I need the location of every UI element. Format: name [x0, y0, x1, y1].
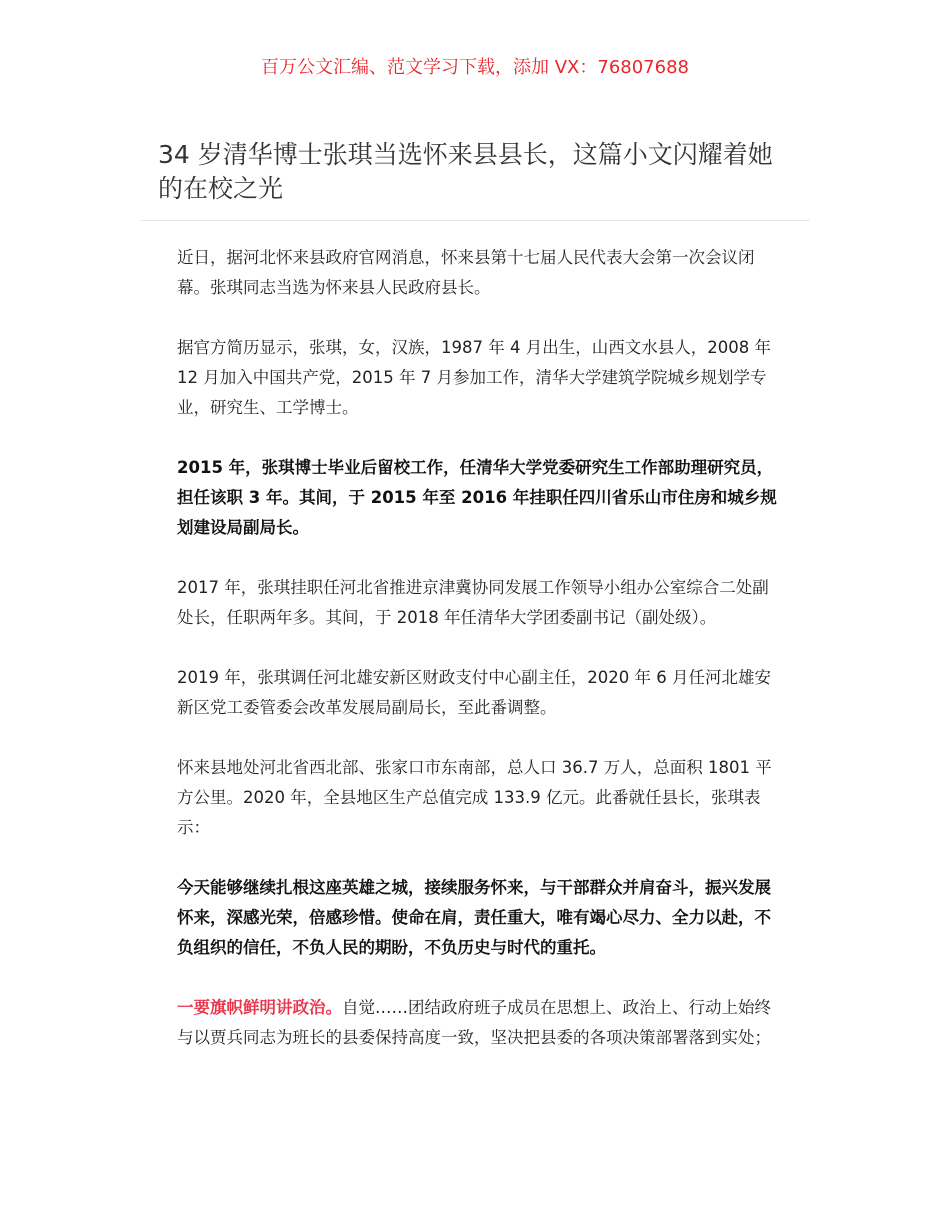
highlight-text: 一要旗帜鲜明讲政治。	[177, 998, 342, 1017]
paragraph: 近日，据河北怀来县政府官网消息，怀来县第十七届人民代表大会第一次会议闭幕。张琪同志当选为怀来县人民政府县长。	[177, 248, 755, 297]
paragraph-bold: 2015 年，张琪博士毕业后留校工作，任清华大学党委研究生工作部助理研究员，担任该职 3 年。其间，于 2015 年至 2016 年挂职任四川省乐山市住房和城乡规划建设局副局长。	[177, 458, 777, 537]
paragraph: 2019 年，张琪调任河北雄安新区财政支付中心副主任，2020 年 6 月任河北雄安新区党工委管委会改革发展局副局长，至此番调整。	[177, 668, 771, 717]
paragraph: 怀来县地处河北省西北部、张家口市东南部，总人口 36.7 万人，总面积 1801 平方公里。2020 年，全县地区生产总值完成 133.9 亿元。此番就任县长，张琪表示：	[177, 758, 772, 837]
paragraph-quote-bold: 今天能够继续扎根这座英雄之城，接续服务怀来，与干部群众并肩奋斗，振兴发展怀来，深感光荣，倍感珍惜。使命在肩，责任重大，唯有竭心尽力、全力以赴，不负组织的信任，不负人民的期盼，不负历史与时代的重托。	[177, 878, 771, 957]
article-body	[177, 243, 777, 1083]
watermark-banner: 百万公文汇编、范文学习下载，添加 VX：76807688	[261, 57, 689, 78]
paragraph: 2017 年，张琪挂职任河北省推进京津冀协同发展工作领导小组办公室综合二处副处长，任职两年多。其间，于 2018 年任清华大学团委副书记（副处级）。	[177, 578, 769, 627]
paragraph-text: 自觉……团结政府班子成员在思想上、政治上、行动上始终与以贾兵同志为班长的县委保持高度一致，坚决把县委的各项决策部署落到实处；	[177, 998, 771, 1047]
title-divider	[140, 220, 810, 221]
article-title: 34 岁清华博士张琪当选怀来县县长，这篇小文闪耀着她的在校之光	[158, 140, 773, 203]
paragraph-highlighted	[177, 993, 777, 1053]
paragraph: 据官方简历显示，张琪，女，汉族，1987 年 4 月出生，山西文水县人，2008 年 12 月加入中国共产党，2015 年 7 月参加工作，清华大学建筑学院城乡规划学专业，研究生、工学博士。	[177, 338, 771, 417]
